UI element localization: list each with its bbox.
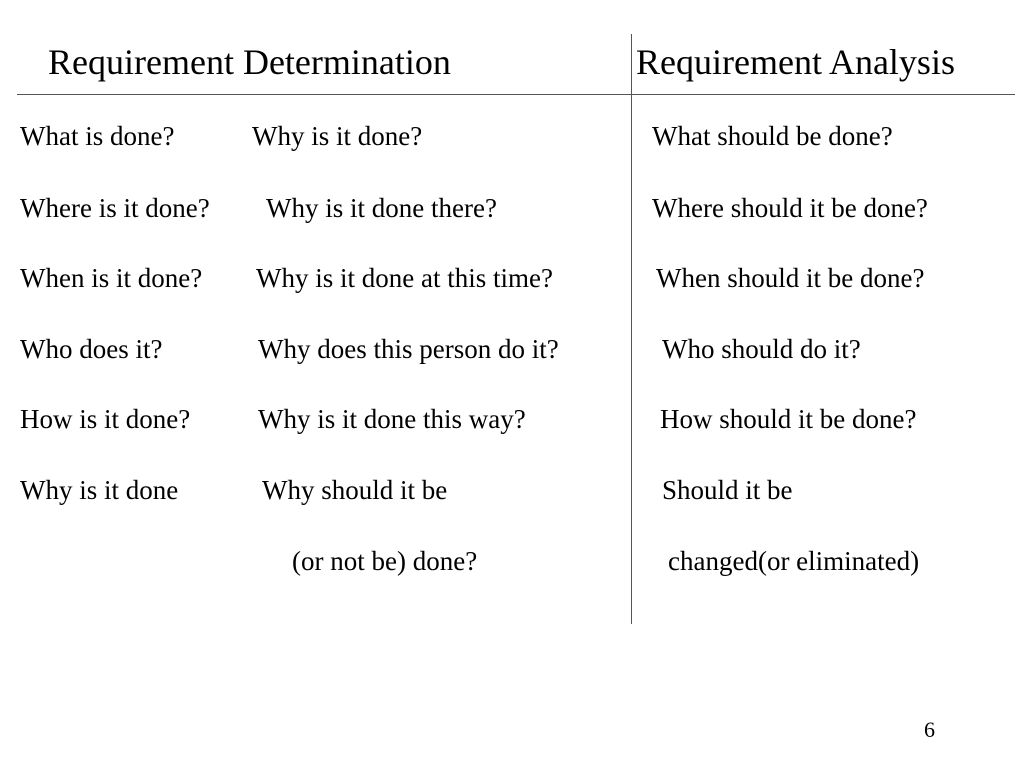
question-how-should-it-be-done: How should it be done?	[660, 404, 917, 434]
question-how-is-it-done: How is it done?	[20, 404, 191, 434]
question-why-does-this-person-do-it: Why does this person do it?	[258, 334, 559, 364]
heading-requirement-determination: Requirement Determination	[48, 42, 451, 82]
header-divider-line	[17, 94, 1015, 95]
question-should-it-be: Should it be	[662, 475, 793, 505]
question-what-is-done: What is done?	[20, 121, 175, 151]
heading-requirement-analysis: Requirement Analysis	[636, 42, 955, 82]
question-where-is-it-done: Where is it done?	[20, 193, 210, 223]
question-why-is-it-done-this-way: Why is it done this way?	[258, 404, 526, 434]
question-or-not-be-done: (or not be) done?	[292, 546, 478, 576]
column-divider-line	[631, 34, 632, 624]
question-why-is-it-done-row: Why is it done	[20, 475, 179, 505]
question-when-should-it-be-done: When should it be done?	[656, 263, 925, 293]
question-why-is-it-done-at-this-time: Why is it done at this time?	[256, 263, 553, 293]
question-what-should-be-done: What should be done?	[652, 121, 893, 151]
question-when-is-it-done: When is it done?	[20, 263, 203, 293]
question-why-is-it-done-there: Why is it done there?	[266, 193, 497, 223]
question-who-should-do-it: Who should do it?	[662, 334, 861, 364]
question-where-should-it-be-done: Where should it be done?	[652, 193, 928, 223]
question-why-should-it-be: Why should it be	[262, 475, 448, 505]
question-changed-or-eliminated: changed(or eliminated)	[668, 546, 920, 576]
question-who-does-it: Who does it?	[20, 334, 163, 364]
page-number: 6	[924, 717, 935, 742]
question-why-is-it-done: Why is it done?	[252, 121, 423, 151]
